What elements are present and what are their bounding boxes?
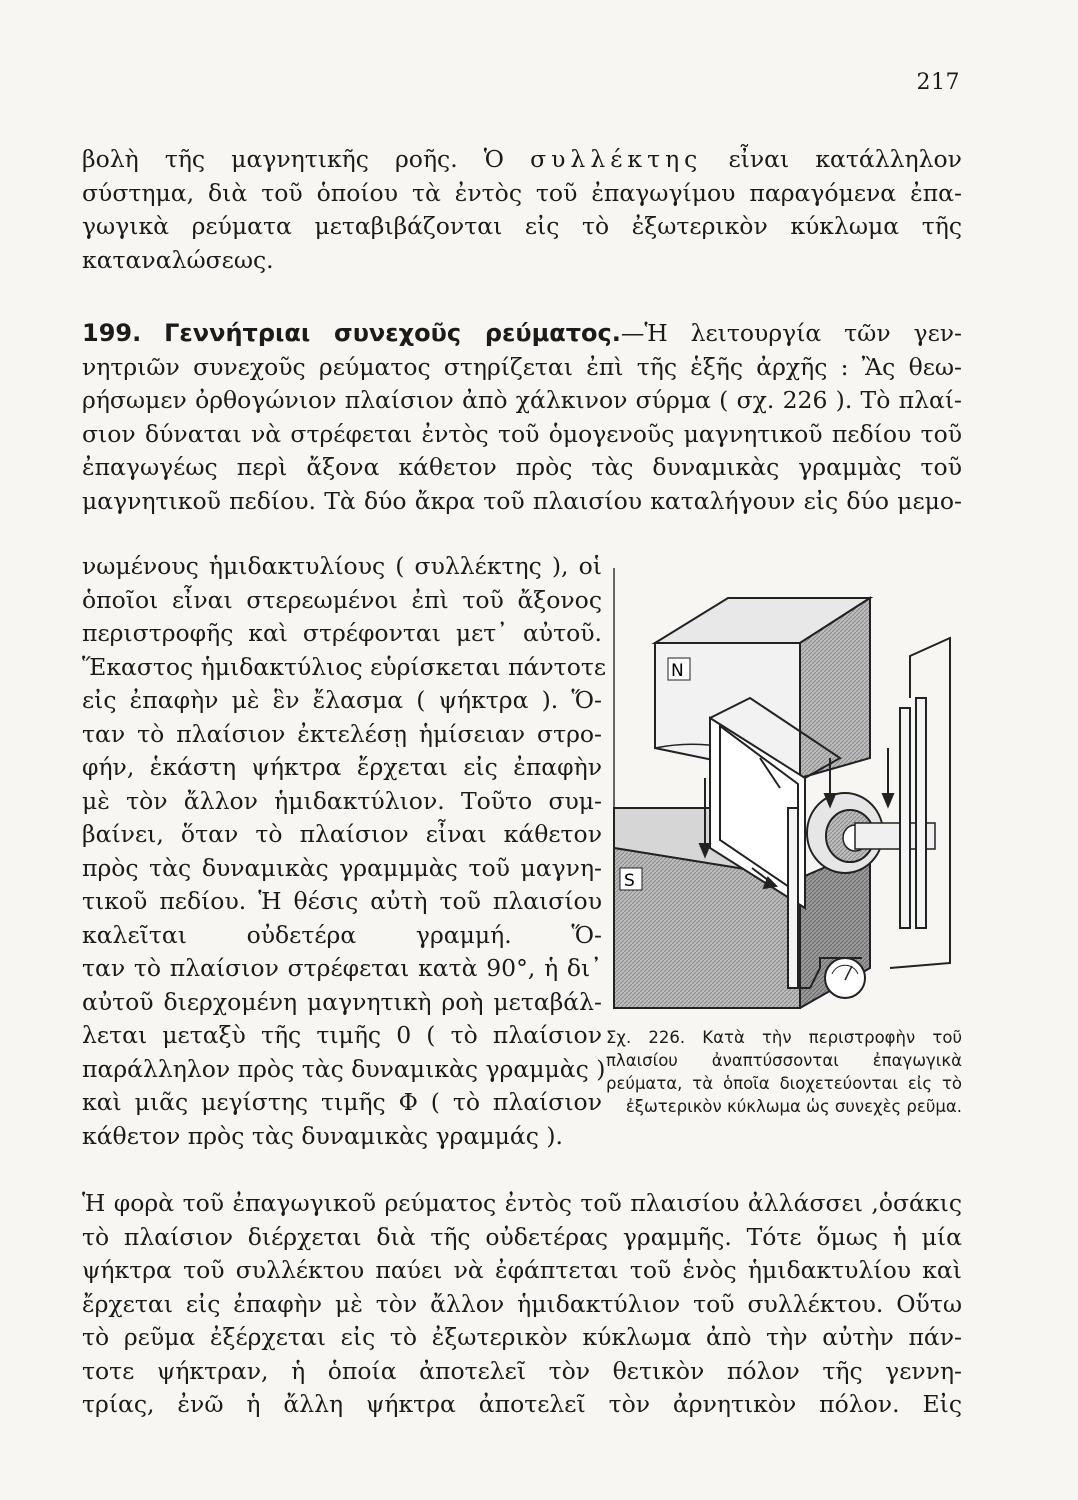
generator-diagram (600, 548, 962, 1018)
intro-line-1-tail: εἶναι κατάλληλον (728, 145, 962, 173)
bottom-paragraph (82, 1187, 962, 1422)
intro-line-1 (82, 143, 962, 177)
section-line: νητριῶν συνεχοῦς ρεύματος στηρίζεται ἐπὶ τῆς ἑξῆς ἀρχῆς : Ἂς θεω- (82, 352, 962, 381)
column-line: ταν τὸ πλαίσιον ἐκτελέσῃ ἡμίσειαν στρο- (82, 719, 602, 748)
column-line: Ἕκαστος ἡμιδακτύλιος εὑρίσκεται πάντοτε (82, 652, 607, 681)
figure-226 (600, 548, 962, 1018)
column-line: εἰς ἐπαφὴν μὲ ἓν ἔλασμα ( ψήκτρα ). Ὅ- (82, 686, 602, 714)
north-pole-label: N (671, 661, 684, 681)
section-number: 199. (82, 319, 142, 347)
column-line: τικοῦ πεδίου. Ἡ θέσις αὐτὴ τοῦ πλαισίου (82, 887, 602, 915)
column-line: βαίνει, ὅταν τὸ πλαίσιον εἶναι κάθετον (82, 820, 602, 848)
meter-icon (825, 958, 865, 998)
column-line: περιστροφῆς καὶ στρέφονται μετ᾽ αὐτοῦ. (82, 619, 602, 647)
section-line: σιον δύναται νὰ στρέφεται ἐντὸς τοῦ ὁμογενοῦς μαγνητικοῦ πεδίου τοῦ (82, 419, 962, 448)
column-line: φήν, ἑκάστη ψήκτρα ἔρχεται εἰς ἐπαφὴν (82, 753, 602, 781)
section-199 (82, 317, 962, 518)
left-column-text (82, 550, 607, 1153)
column-line: καὶ μιᾶς μεγίστης τιμῆς Φ ( τὸ πλαίσιον (82, 1088, 602, 1116)
intro-line-1-text: βολὴ τῆς μαγνητικῆς ροῆς. Ὁ (82, 145, 504, 173)
column-line: καλεῖται οὐδετέρα γραμμή. Ὅ- (82, 920, 602, 949)
section-heading-line (82, 317, 962, 351)
collector-term: συλλέκτης (530, 145, 703, 173)
column-line: μὲ τὸν ἄλλον ἡμιδακτύλιον. Τοῦτο συμ- (82, 786, 602, 815)
section-line: ἐπαγωγέως περὶ ἄξονα κάθετον πρὸς τὰς δυναμικὰς γραμμὰς τοῦ (82, 453, 962, 481)
page-number: 217 (916, 70, 960, 95)
column-line: ταν τὸ πλαίσιον στρέφεται κατὰ 90°, ἡ δι᾽ (82, 954, 602, 982)
section-line: μαγνητικοῦ πεδίου. Τὰ δύο ἄκρα τοῦ πλαισίου καταλήγουν εἰς δύο μεμο- (82, 486, 962, 515)
bottom-line: ἔρχεται εἰς ἐπαφὴν μὲ τὸν ἄλλον ἡμιδακτύλιον τοῦ συλλέκτου. Οὕτω (82, 1289, 962, 1318)
bottom-line: τὸ ρεῦμα ἐξέρχεται εἰς τὸ ἐξωτερικὸν κύκλωμα ἀπὸ τὴν αὐτὴν πάν- (82, 1323, 962, 1351)
figure-caption: Σχ. 226. Κατὰ τὴν περιστροφὴν τοῦ πλαισίου ἀναπτύσσονται ἐπαγωγικὰ ρεύματα, τὰ ὁποῖα διοχετεύονται εἰς τὸ ἐξωτερικὸν κύκλωμα ὡς συνεχὲς ρεῦμα. (606, 1028, 962, 1116)
column-line: παράλληλον πρὸς τὰς δυναμικὰς γραμμὰς ) (82, 1054, 606, 1083)
intro-line-2: σύστημα, διὰ τοῦ ὁποίου τὰ ἐντὸς τοῦ ἐπαγωγίμου παραγόμενα ἐπα- (82, 178, 962, 207)
column-line: λεται μεταξὺ τῆς τιμῆς 0 ( τὸ πλαίσιον (82, 1021, 602, 1049)
column-line: αὐτοῦ διερχομένη μαγνητικὴ ροὴ μεταβάλ- (82, 987, 602, 1016)
column-line: κάθετον πρὸς τὰς δυναμικὰς γραμμάς ). (82, 1121, 564, 1150)
column-line: νωμένους ἡμιδακτυλίους ( συλλέκτης ), οἱ (82, 552, 602, 580)
section-title: Γεννήτριαι συνεχοῦς ρεύματος. (164, 319, 621, 347)
bottom-line: Ἡ φορὰ τοῦ ἐπαγωγικοῦ ρεύματος ἐντὸς τοῦ πλαισίου ἀλλάσσει ,ὁσάκις (82, 1189, 962, 1217)
south-pole-label: S (624, 871, 635, 891)
intro-line-4: καταναλώσεως. (82, 245, 274, 274)
section-first-line-rest: —Ἡ λειτουργία τῶν γεν- (620, 319, 962, 347)
bottom-line: ψήκτρα τοῦ συλλέκτου παύει νὰ ἐφάπτεται τοῦ ἑνὸς ἡμιδακτυλίου καὶ (82, 1256, 962, 1284)
intro-paragraph (82, 143, 962, 277)
bottom-line: τὸ πλαίσιον διέρχεται διὰ τῆς οὐδετέρας γραμμῆς. Τότε ὅμως ἡ μία (82, 1222, 962, 1251)
intro-line-3: γωγικὰ ρεύματα μεταβιβάζονται εἰς τὸ ἐξωτερικὸν κύκλωμα τῆς (82, 212, 962, 240)
section-line: ρήσωμεν ὀρθογώνιον πλαίσιον ἀπὸ χάλκινον σύρμα ( σχ. 226 ). Τὸ πλαί- (82, 386, 962, 414)
bottom-line: τοτε ψήκτραν, ἡ ὁποία ἀποτελεῖ τὸν θετικὸν πόλον τῆς γεννη- (82, 1356, 962, 1385)
bottom-line: τρίας, ἐνῶ ἡ ἄλλη ψήκτρα ἀποτελεῖ τὸν ἀρνητικὸν πόλον. Εἰς (82, 1390, 962, 1418)
column-line: πρὸς τὰς δυναμικὰς γραμμμὰς τοῦ μαγνη- (82, 853, 602, 882)
column-line: ὁποῖοι εἶναι στερεωμένοι ἐπὶ τοῦ ἄξονος (82, 585, 602, 614)
